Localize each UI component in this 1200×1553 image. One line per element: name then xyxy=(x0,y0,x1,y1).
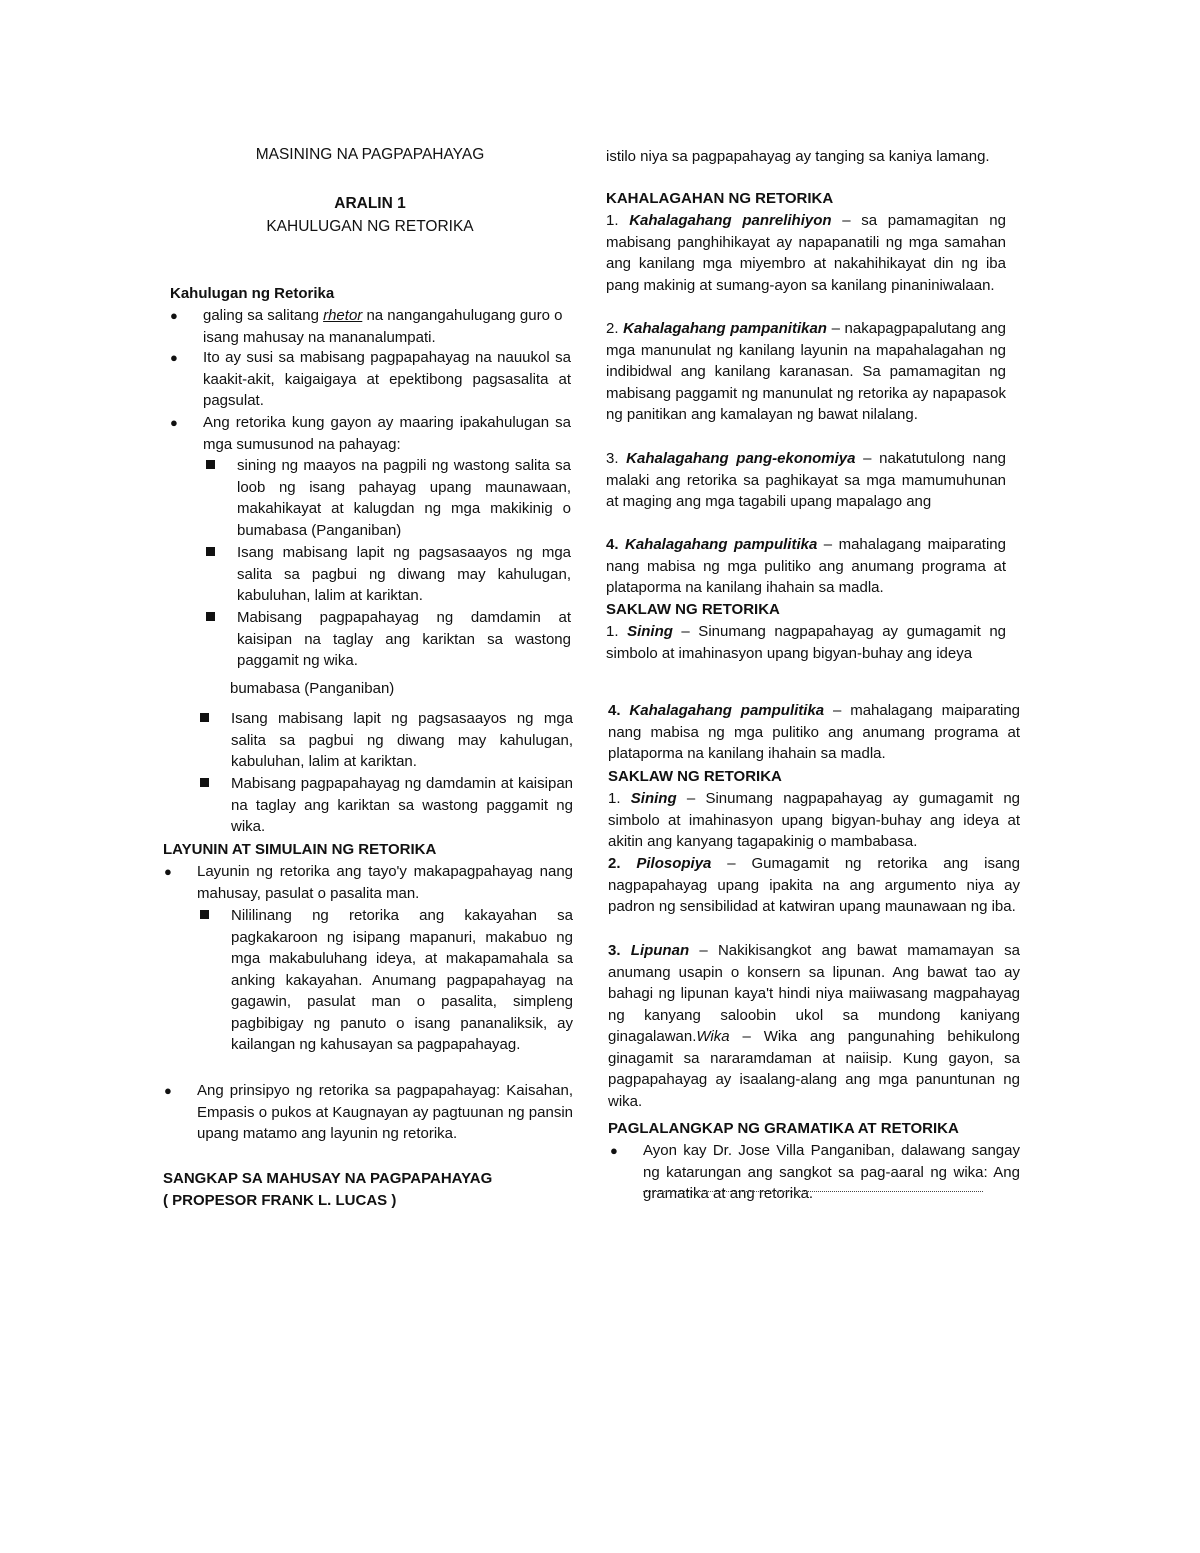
list-item: 1. Kahalagahang panrelihiyon – sa pamamagitan ng mabisang panghihikayat ay napapanatili ng mga samahan ang kanilang mga miyembro at nakahihikayat din ng iba pang makinig at sumang-ayon sa kanilang pinaniniwalaan. xyxy=(606,212,1006,294)
lesson-number: ARALIN 1 xyxy=(334,195,406,212)
list-item: Nililinang ng retorika ang kakayahan sa pagkakaroon ng isipang mapanuri, makabuo ng mga makabuluhang ideya, at makapamahala sa anking kakayahan. Anumang pagpapahayag na gagawin, pasulat man o pasalita, simpleng pagbibigay ng panuto o isang pananaliksik, ay kailangan ng kahusayan sa pagpapahayag. xyxy=(231,907,573,1053)
list-item: Ang prinsipyo ng retorika sa pagpapahayag: Kaisahan, Empasis o pukos at Kaugnayan ay pagtuunan ng pansin upang matamo ang layunin ng retorika. xyxy=(197,1082,573,1142)
list-item: Mabisang pagpapahayag ng damdamin at kaisipan na taglay ang kariktan sa wastong paggamit ng wika. xyxy=(237,609,571,669)
lesson-subtitle: KAHULUGAN NG RETORIKA xyxy=(266,218,474,235)
list-item: 2. Kahalagahang pampanitikan – nakapagpapalutang ang mga manunulat ng kanilang layunin na mapahalagahan ng indibidwal ang kanilang karanasan. Sa pamamagitan ng mabisang paggamit ng manunulat ng retorika ay napapasok ng panitikan ang kamalayan ng bawat nilalang. xyxy=(606,320,1006,423)
section-heading-kahalagahan: KAHALAGAHAN NG RETORIKA xyxy=(606,190,834,207)
list-item: Ang retorika kung gayon ay maaring ipakahulugan sa mga sumusunod na pahayag: xyxy=(203,414,571,453)
list-item: 3. Lipunan – Nakikisangkot ang bawat mamamayan sa anumang usapin o konsern sa lipunan. Ang bawat tao ay bahagi ng lipunan kaya't hindi niya maiiwasang magpahayag ng kanyang saloobin ukol sa mundong kaniyang ginagalawan.Wika – Wika ang pangunahing behikulong ginagamit sa nararamdaman at naiisip. Kung gayon, sa pagpapahayag ay isaalang-alang ang mga panuntunan ng wika. xyxy=(608,942,1020,1110)
document-title: MASINING NA PAGPAPAHAYAG xyxy=(255,146,485,163)
section-heading-saklaw: SAKLAW NG RETORIKA xyxy=(606,601,780,618)
bullet-square-icon xyxy=(200,778,209,787)
list-item: Mabisang pagpapahayag ng damdamin at kaisipan na taglay ang kariktan sa wastong paggamit ng wika. xyxy=(231,775,573,835)
bullet-dot-icon: ● xyxy=(164,864,172,879)
section-heading-sangkap: SANGKAP SA MAHUSAY NA PAGPAPAHAYAG xyxy=(163,1170,493,1187)
section-subheading-lucas: ( PROPESOR FRANK L. LUCAS ) xyxy=(163,1192,397,1209)
bullet-square-icon xyxy=(200,910,209,919)
list-item: sining ng maayos na pagpili ng wastong salita sa loob ng isang pahayag upang maunawaan, makahikayat at kalugdan ng mga makikinig o bumabasa (Panganiban) xyxy=(237,457,571,539)
bullet-square-icon xyxy=(200,713,209,722)
list-item: 1. Sining – Sinumang nagpapahayag ay gumagamit ng simbolo at imahinasyon upang bigyan-buhay ang ideya xyxy=(606,623,1006,662)
list-item: Isang mabisang lapit ng pagsasaayos ng mga salita sa pagbui ng diwang may kahulugan, kabuluhan, lalim at kariktan. xyxy=(237,544,571,604)
section-heading-layunin: LAYUNIN AT SIMULAIN NG RETORIKA xyxy=(163,841,437,858)
list-item: Ito ay susi sa mabisang pagpapahayag na nauukol sa kaakit-akit, kaigaigaya at epektibong pagsasalita at pagsulat. xyxy=(203,349,571,409)
list-item: Ayon kay Dr. Jose Villa Panganiban, dalawang sangay ng katarungan ang sangkot sa pag-aaral ng wika: Ang gramatika at ang retorika. xyxy=(643,1142,1020,1202)
bullet-square-icon xyxy=(206,547,215,556)
list-item: 2. Pilosopiya – Gumagamit ng retorika ang isang nagpapahayag upang ipakita na ang argumento niya ay padron ng sensibilidad at katwiran upang maunawaan ng iba. xyxy=(608,855,1020,915)
bullet-dot-icon: ● xyxy=(164,1083,172,1098)
cut-off-region xyxy=(606,621,1006,671)
continued-paragraph: istilo niya sa pagpapahayag ay tanging sa kaniya lamang. xyxy=(606,148,990,165)
list-item: 4. Kahalagahang pampulitika – mahalagang maiparating nang mabisa ng mga pulitiko ang anumang programa at plataporma na kanilang ihahain sa madla. xyxy=(608,702,1021,762)
bullet-square-icon xyxy=(206,612,215,621)
list-item: 4. Kahalagahang pampulitika – mahalagang maiparating nang mabisa ng mga pulitiko ang anumang programa at plataporma na kanilang ihahain sa madla. xyxy=(606,536,1006,596)
section-heading-saklaw: SAKLAW NG RETORIKA xyxy=(608,768,782,785)
bullet-square-icon xyxy=(206,460,215,469)
cut-off-line xyxy=(643,1206,1020,1212)
bullet-dot-icon: ● xyxy=(170,308,178,323)
bullet-dot-icon: ● xyxy=(170,350,178,365)
list-item: 3. Kahalagahang pang-ekonomiya – nakatutulong nang malaki ang retorika sa paghikayat sa mga mamumuhunan at maging ang mga tagabili upang mapalago ang xyxy=(606,450,1006,510)
bullet-dot-icon: ● xyxy=(170,415,178,430)
bullet-dot-icon: ● xyxy=(610,1143,618,1158)
list-item: Layunin ng retorika ang tayo'y makapagpahayag nang mahusay, pasulat o pasalita man. xyxy=(197,863,573,902)
list-item: 1. Sining – Sinumang nagpapahayag ay gumagamit ng simbolo at imahinasyon upang bigyan-buhay ang ideya at akitin ang kanyang tagapakinig o mambabasa. xyxy=(608,790,1021,850)
list-item: galing sa salitang rhetor na nangangahulugang guro o isang mahusay na mananalumpati. xyxy=(203,307,563,346)
section-heading-kahulugan: Kahulugan ng Retorika xyxy=(170,285,335,302)
list-item: Isang mabisang lapit ng pagsasaayos ng mga salita sa pagbui ng diwang may kahulugan, kabuluhan, lalim at kariktan. xyxy=(231,710,573,770)
section-heading-paglalangkap: PAGLALANGKAP NG GRAMATIKA AT RETORIKA xyxy=(608,1120,959,1137)
rhetor-term: rhetor xyxy=(323,307,363,324)
cut-off-line: bumabasa (Panganiban) xyxy=(230,680,395,697)
